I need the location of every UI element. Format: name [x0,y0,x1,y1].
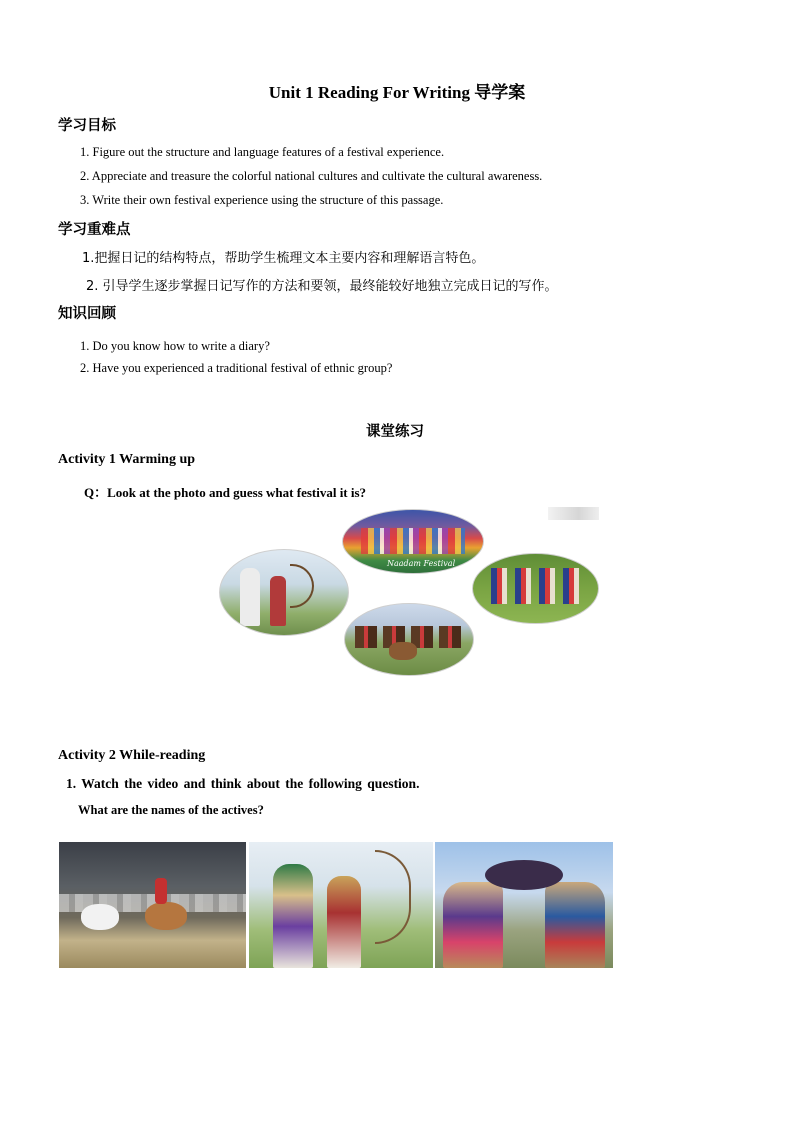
wrestler-shape [545,882,605,968]
archer-woman-shape [273,864,313,968]
objective-1: 1. Figure out the structure and language features of a festival experience. [80,145,445,159]
horse-shape [389,642,417,660]
locked-heads-shape [485,860,563,890]
wrestling-photo-small [472,553,599,624]
wrestler-shape [443,882,503,968]
review-heading: 知识回顾 [58,306,116,322]
keypoints-heading: 学习重难点 [58,222,131,238]
archer-figure [270,576,286,626]
archer-shape [327,876,361,968]
naadam-festival-photo [342,509,484,574]
archer-figure [240,568,260,626]
archery-photo-small [219,549,349,636]
bow-shape [375,850,411,944]
objective-3: 3. Write their own festival experience using the structure of this passage. [80,193,444,207]
horse-racing-photo-small [344,603,474,676]
rider-shape [155,878,167,904]
activity1-question: Q：Look at the photo and guess what festival it is? [84,485,367,500]
image-fragment [548,507,599,520]
archery-photo [249,842,433,968]
brown-horse-shape [145,902,187,930]
activity2-heading: Activity 2 While-reading [58,748,206,763]
activity2-task: 1. Watch the video and think about the following question. [66,776,420,791]
practice-heading: 课堂练习 [366,424,424,440]
objectives-heading: 学习目标 [58,118,116,134]
white-horse-shape [81,904,119,930]
activity2-subquestion: What are the names of the actives? [78,803,264,817]
banner-caption: Naadam Festival [387,559,456,568]
document-title: Unit 1 Reading For Writing 导学案 [268,83,526,102]
keypoint-2: 2. 引导学生逐步掌握日记写作的方法和要领，最终能较好地独立完成日记的写作。 [86,279,558,294]
wrestling-photo [435,842,613,968]
keypoint-1: 1.把握日记的结构特点，帮助学生梳理文本主要内容和理解语言特色。 [82,251,485,266]
activity1-heading: Activity 1 Warming up [58,452,196,467]
horse-riding-photo [59,842,246,968]
review-question-2: 2. Have you experienced a traditional festival of ethnic group? [80,361,393,375]
crowd-pattern [361,528,465,554]
review-question-1: 1. Do you know how to write a diary? [80,339,270,353]
bow-shape [290,564,314,608]
objective-2: 2. Appreciate and treasure the colorful national cultures and cultivate the cultural awareness. [80,169,543,183]
wrestlers-pattern [491,568,581,604]
